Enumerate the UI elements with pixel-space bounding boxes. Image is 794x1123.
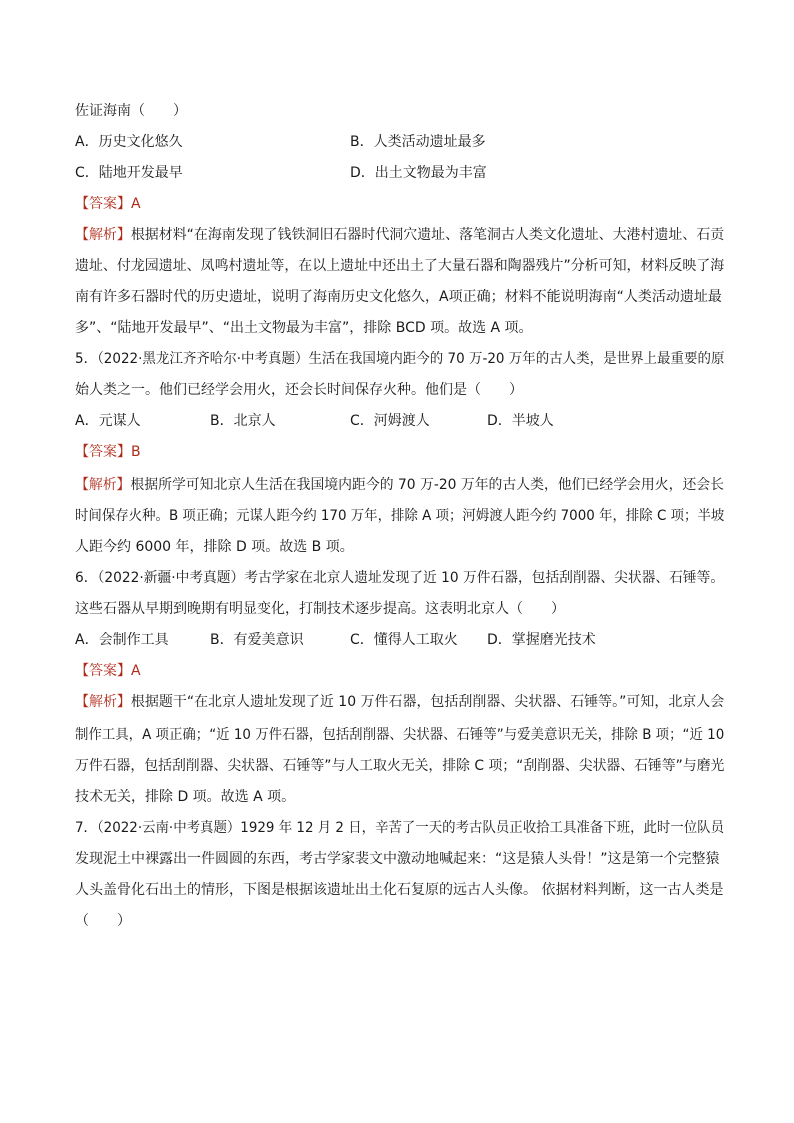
- answer-value: A: [131, 663, 141, 679]
- q4-stem-tail: 佐证海南（ ）: [75, 103, 187, 119]
- q4-option-b: B．人类活动遗址最多: [350, 134, 486, 150]
- q4-analysis-line-3: 南有许多石器时代的历史遗址，说明了海南历史文化悠久，A项正确；材料不能说明海南“人类活动遗址最: [75, 289, 722, 305]
- q4-analysis-line-4: 多”、“陆地开发最早”、“出土文物最为丰富”，排除 BCD 项。故选 A 项。: [75, 320, 533, 336]
- q4-option-c: C．陆地开发最早: [75, 165, 183, 181]
- q4-analysis-line-1: [75, 225, 724, 245]
- q4-option-d: D．出土文物最为丰富: [350, 165, 487, 181]
- q5-option-c: C．河姆渡人: [350, 413, 430, 429]
- analysis-text: 根据所学可知北京人生活在我国境内距今的 70 万-20 万年的古人类，他们已经学会用火，还会长: [130, 477, 725, 493]
- q4-analysis-line-2: 遗址、付龙园遗址、凤鸣村遗址等，在以上遗址中还出土了大量石器和陶器残片”分析可知，材料反映了海: [75, 258, 725, 274]
- analysis-text: 根据题干“在北京人遗址发现了近 10 万件石器，包括刮削器、尖状器、石锤等。”可知，北京人会: [130, 694, 725, 710]
- q4-answer: [75, 194, 141, 214]
- analysis-label: 【解析】: [75, 694, 131, 710]
- q7-stem-line-1: 7．（2022·云南·中考真题）1929 年 12 月 2 日，辛苦了一天的考古队员正收拾工具准备下班，此时一位队员: [75, 820, 725, 836]
- q5-option-b: B．北京人: [210, 413, 276, 429]
- q6-analysis-line-4: 技术无关，排除 D 项。故选 A 项。: [75, 789, 296, 805]
- q6-option-a: A．会制作工具: [75, 632, 169, 648]
- q5-stem-line-1: 5．（2022·黑龙江齐齐哈尔·中考真题）生活在我国境内距今的 70 万-20 万年的古人类，是世界上最重要的原: [75, 351, 725, 367]
- q6-option-d: D．掌握磨光技术: [487, 632, 596, 648]
- analysis-label: 【解析】: [75, 477, 131, 493]
- q6-stem-line-2: 这些石器从早期到晚期有明显变化，打制技术逐步提高。这表明北京人（ ）: [75, 601, 565, 617]
- q5-analysis-line-3: 人距今约 6000 年，排除 D 项。故选 B 项。: [75, 539, 354, 555]
- q7-stem-line-4: （ ）: [75, 913, 131, 929]
- q5-analysis-line-2: 时间保存火种。B 项正确；元谋人距今约 170 万年，排除 A 项；河姆渡人距今约 7000 年，排除 C 项；半坡: [75, 508, 725, 524]
- q5-answer: [75, 442, 141, 462]
- q5-stem-line-2: 始人类之一。他们已经学会用火，还会长时间保存火种。他们是（ ）: [75, 382, 523, 398]
- answer-label: 【答案】: [75, 444, 131, 460]
- q6-option-c: C．懂得人工取火: [350, 632, 458, 648]
- answer-value: B: [131, 444, 141, 460]
- q6-analysis-line-1: [75, 692, 724, 712]
- q7-stem-line-2: 发现泥土中裸露出一件圆圆的东西，考古学家裴文中激动地喊起来：“这是猿人头骨！”这是第一个完整猿: [75, 851, 720, 867]
- q6-stem-line-1: 6．（2022·新疆·中考真题）考古学家在北京人遗址发现了近 10 万件石器，包括刮削器、尖状器、石锤等。: [75, 570, 725, 586]
- q4-option-a: A．历史文化悠久: [75, 134, 183, 150]
- analysis-label: 【解析】: [75, 227, 131, 243]
- answer-label: 【答案】: [75, 663, 131, 679]
- q7-stem-line-3: 人头盖骨化石出土的情形，下图是根据该遗址出土化石复原的远古人头像。 依据材料判断，这一古人类是: [75, 882, 724, 898]
- q6-answer: [75, 661, 141, 681]
- q6-analysis-line-3: 万件石器，包括刮削器、尖状器、石锤等”与人工取火无关，排除 C 项；“刮削器、尖状器、石锤等”与磨光: [75, 758, 725, 774]
- q5-option-a: A．元谋人: [75, 413, 141, 429]
- q6-option-b: B．有爱美意识: [210, 632, 304, 648]
- q5-analysis-line-1: [75, 475, 724, 495]
- answer-value: A: [131, 196, 141, 212]
- q5-option-d: D．半坡人: [487, 413, 554, 429]
- answer-label: 【答案】: [75, 196, 131, 212]
- q6-analysis-line-2: 制作工具，A 项正确；“近 10 万件石器，包括刮削器、尖状器、石锤等”与爱美意识无关，排除 B 项；“近 10: [75, 727, 725, 743]
- analysis-text: 根据材料“在海南发现了钱铁洞旧石器时代洞穴遗址、落笔洞古人类文化遗址、大港村遗址、石贡: [130, 227, 725, 243]
